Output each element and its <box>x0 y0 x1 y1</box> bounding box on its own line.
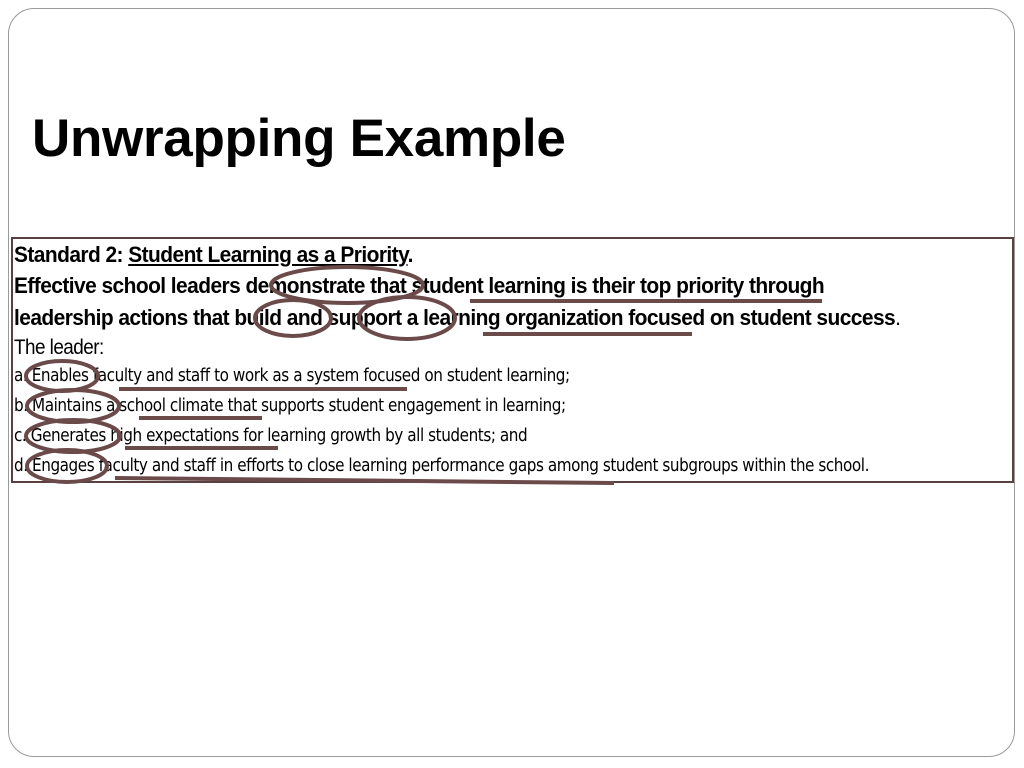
slide-title: Unwrapping Example <box>32 109 566 168</box>
statement-line-2-text: leadership actions that build and support a learning organization focused on student success <box>14 305 896 330</box>
list-item-letter: d. <box>14 456 28 476</box>
list-item-text: Generates high expectations for learning growth by all students; and <box>26 426 528 446</box>
standard-heading-suffix: . <box>407 242 413 267</box>
standard-heading <box>14 242 413 268</box>
list-item-b <box>14 396 566 416</box>
leader-intro: The leader: <box>14 336 104 359</box>
standard-heading-prefix: Standard 2: <box>14 242 129 267</box>
standard-statement-line-1: Effective school leaders demonstrate that student learning is their top priority through <box>14 273 825 298</box>
list-item-letter: b. <box>14 396 28 416</box>
list-item-d <box>14 456 869 476</box>
standard-heading-name: Student Learning as a Priority <box>128 242 408 267</box>
list-item-text: Maintains a school climate that supports student engagement in learning; <box>27 396 566 416</box>
statement-line-2-end: . <box>895 305 901 330</box>
list-item-letter: c. <box>14 426 27 446</box>
standard-statement-line-2 <box>14 305 900 331</box>
list-item-text: Engages faculty and staff in efforts to close learning performance gaps among student subgroups within the school. <box>27 456 869 476</box>
list-item-letter: a. <box>14 366 28 386</box>
list-item-a <box>14 366 570 386</box>
list-item-c <box>14 426 527 446</box>
list-item-text: Enables faculty and staff to work as a system focused on student learning; <box>27 366 570 386</box>
